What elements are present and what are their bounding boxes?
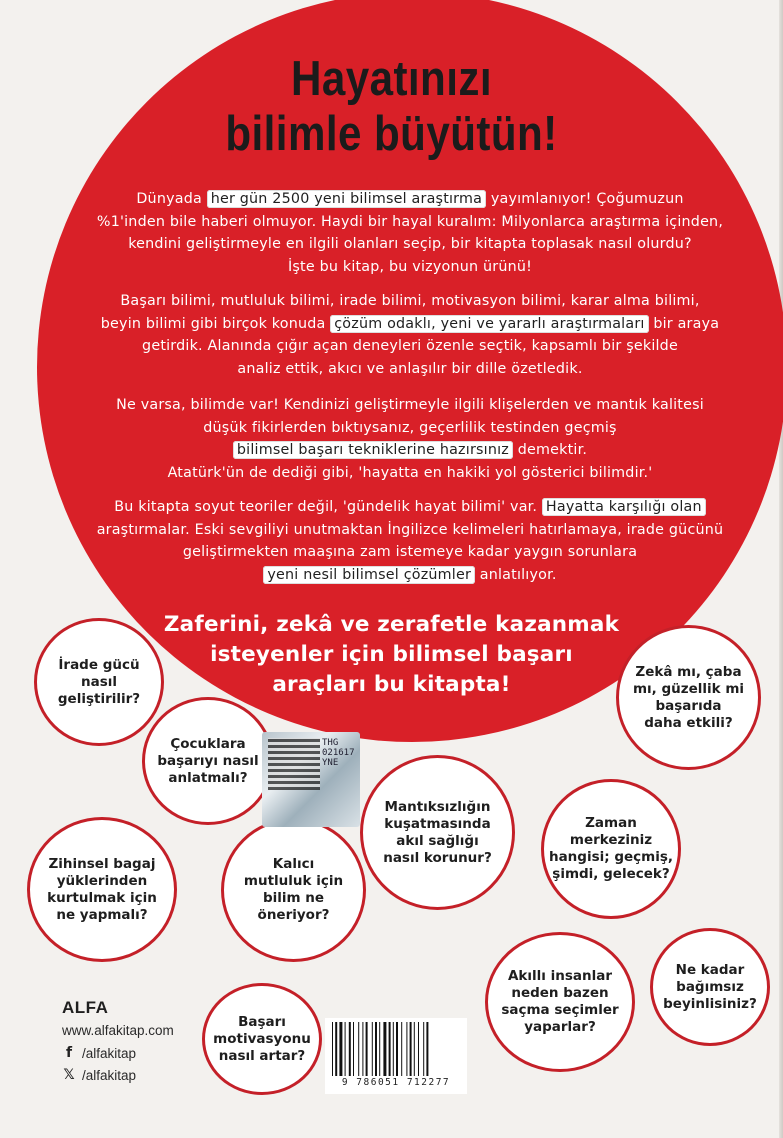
question-bubble bbox=[485, 932, 635, 1072]
hologram-sticker bbox=[262, 732, 360, 827]
barcode-bar bbox=[353, 1022, 354, 1076]
tagline-line-3: araçları bu kitapta! bbox=[272, 672, 511, 697]
text: Atatürk'ün de dediği gibi, 'hayatta en hakiki yol gösterici bilimdir.' bbox=[167, 464, 653, 481]
question-bubble bbox=[202, 983, 322, 1095]
barcode-bar bbox=[383, 1022, 386, 1076]
text: Başarı bilimi, mutluluk bilimi, irade bilimi, motivasyon bilimi, karar alma bilimi, bbox=[120, 293, 700, 309]
question-text: Ne kadar bağımsız beyinlisiniz? bbox=[663, 961, 757, 1012]
question-text: Zekâ mı, çaba mı, güzellik mi başarıda daha etkili? bbox=[632, 663, 745, 731]
text: beyin bilimi gibi birçok konuda bbox=[100, 315, 331, 332]
isbn-number: 9 786051 712277 bbox=[341, 1077, 451, 1088]
barcode-bar bbox=[426, 1022, 428, 1076]
question-text: İrade gücü nasıl geliştirilir? bbox=[57, 656, 141, 707]
barcode-bar bbox=[345, 1022, 346, 1076]
question-bubble bbox=[27, 817, 177, 962]
question-bubble bbox=[142, 697, 274, 825]
highlight: Hayatta karşılığı olan bbox=[542, 498, 706, 516]
facebook-handle: /alfakitap bbox=[82, 1045, 137, 1061]
barcode-bar bbox=[389, 1022, 391, 1076]
barcode-bar bbox=[375, 1022, 377, 1076]
question-text: Akıllı insanlar neden bazen saçma seçimler yaparlar? bbox=[501, 968, 619, 1035]
facebook-icon: f bbox=[65, 1045, 73, 1061]
question-text: Zaman merkeziniz hangisi; geçmiş, şimdi, gelecek? bbox=[548, 815, 674, 882]
publisher-logo: ALFA bbox=[62, 998, 109, 1017]
text: kendini geliştirmeyle en ilgili olanları seçip, bir kitapta toplasak nasıl olurdu? bbox=[128, 236, 692, 252]
publisher-x bbox=[62, 1067, 136, 1083]
x-handle: /alfakitap bbox=[82, 1067, 137, 1083]
question-text: Başarı motivasyonu nasıl artar? bbox=[213, 1013, 311, 1064]
publisher-website: www.alfakitap.com bbox=[62, 1023, 174, 1038]
text: demektir. bbox=[512, 442, 588, 458]
barcode-bar bbox=[418, 1022, 419, 1076]
barcode-bars bbox=[330, 1022, 462, 1076]
barcode-bar bbox=[366, 1022, 368, 1076]
barcode-bar bbox=[349, 1022, 351, 1076]
question-bubble bbox=[541, 779, 681, 919]
barcode-bar bbox=[372, 1022, 373, 1076]
highlight: çözüm odaklı, yeni ve yararlı araştırmaları bbox=[330, 315, 648, 333]
barcode-bar bbox=[406, 1022, 407, 1076]
barcode-bar bbox=[335, 1022, 337, 1076]
question-bubble bbox=[650, 928, 770, 1046]
barcode-bar bbox=[379, 1022, 380, 1076]
tagline-line-1: Zaferini, zekâ ve zerafetle kazanmak bbox=[163, 612, 620, 637]
tagline-line-2: isteyenler için bilimsel başarı bbox=[210, 642, 573, 667]
text: bir araya bbox=[648, 315, 720, 332]
isbn-barcode bbox=[325, 1018, 467, 1094]
cover-edge bbox=[779, 0, 783, 1138]
question-bubble bbox=[34, 618, 164, 746]
barcode-bar bbox=[358, 1022, 359, 1076]
highlight: yeni nesil bilimsel çözümler bbox=[263, 566, 475, 584]
highlight: bilimsel başarı tekniklerine hazırsınız bbox=[233, 441, 513, 459]
text: anlatılıyor. bbox=[475, 566, 557, 583]
x-icon: 𝕏 bbox=[63, 1067, 75, 1083]
question-bubble bbox=[221, 818, 366, 962]
publisher-facebook bbox=[62, 1045, 136, 1061]
text: analiz ettik, akıcı ve anlaşılır bir dille özetledik. bbox=[237, 360, 583, 377]
text: düşük fikirlerden bıktıysanız, geçerlilik testinden geçmiş bbox=[203, 419, 617, 436]
question-text: Kalıcı mutluluk için bilim ne öneriyor? bbox=[243, 856, 344, 923]
barcode-bar bbox=[410, 1022, 412, 1076]
question-bubble bbox=[360, 755, 515, 910]
paragraph-4 bbox=[60, 496, 760, 586]
barcode-bar bbox=[339, 1022, 342, 1076]
paragraph-3 bbox=[60, 394, 760, 484]
barcode-bar bbox=[401, 1022, 402, 1076]
text: getirdik. Alanında çığır açan deneyleri özenle seçtik, kapsamlı bir şekilde bbox=[142, 338, 678, 354]
text: geliştirmekten maaşına zam istemeye kadar yaygın sorunlara bbox=[182, 544, 638, 560]
text: %1'inden bile haberi olmuyor. Haydi bir hayal kuralım: Milyonlarca araştırma içinden, bbox=[96, 213, 724, 230]
barcode-bar bbox=[414, 1022, 415, 1076]
text: Dünyada bbox=[136, 191, 207, 207]
text: yayımlanıyor! Çoğumuzun bbox=[486, 191, 684, 207]
question-text: Mantıksızlığın kuşatmasında akıl sağlığı nasıl korunur? bbox=[383, 798, 492, 866]
paragraph-2 bbox=[60, 290, 760, 380]
question-text: Çocuklara başarıyı nasıl anlatmalı? bbox=[157, 735, 259, 786]
barcode-bar bbox=[396, 1022, 398, 1076]
cover-title-line-2: bilimle büyütün! bbox=[225, 107, 558, 161]
text: Ne varsa, bilimde var! Kendinizi geliştirmeyle ilgili klişelerden ve mantık kalitesi bbox=[116, 397, 704, 413]
barcode-bar bbox=[423, 1022, 424, 1076]
question-bubble bbox=[616, 625, 761, 770]
barcode-bar bbox=[332, 1022, 333, 1076]
cover-title-line-1: Hayatınızı bbox=[290, 52, 492, 106]
qr-code-icon bbox=[268, 738, 320, 790]
text: araştırmalar. Eski sevgiliyi unutmaktan İngilizce kelimeleri hatırlamaya, irade gücünü bbox=[96, 521, 724, 538]
barcode-bar bbox=[393, 1022, 394, 1076]
text: İşte bu kitap, bu vizyonun ürünü! bbox=[287, 258, 533, 275]
paragraph-1 bbox=[60, 188, 760, 278]
text: Bu kitapta soyut teoriler değil, 'gündelik hayat bilimi' var. bbox=[114, 499, 542, 515]
highlight: her gün 2500 yeni bilimsel araştırma bbox=[207, 190, 486, 208]
barcode-bar bbox=[362, 1022, 363, 1076]
sticker-text: THG 021617 YNE bbox=[322, 738, 355, 768]
question-text: Zihinsel bagaj yüklerinden kurtulmak için ne yapmalı? bbox=[47, 855, 157, 923]
